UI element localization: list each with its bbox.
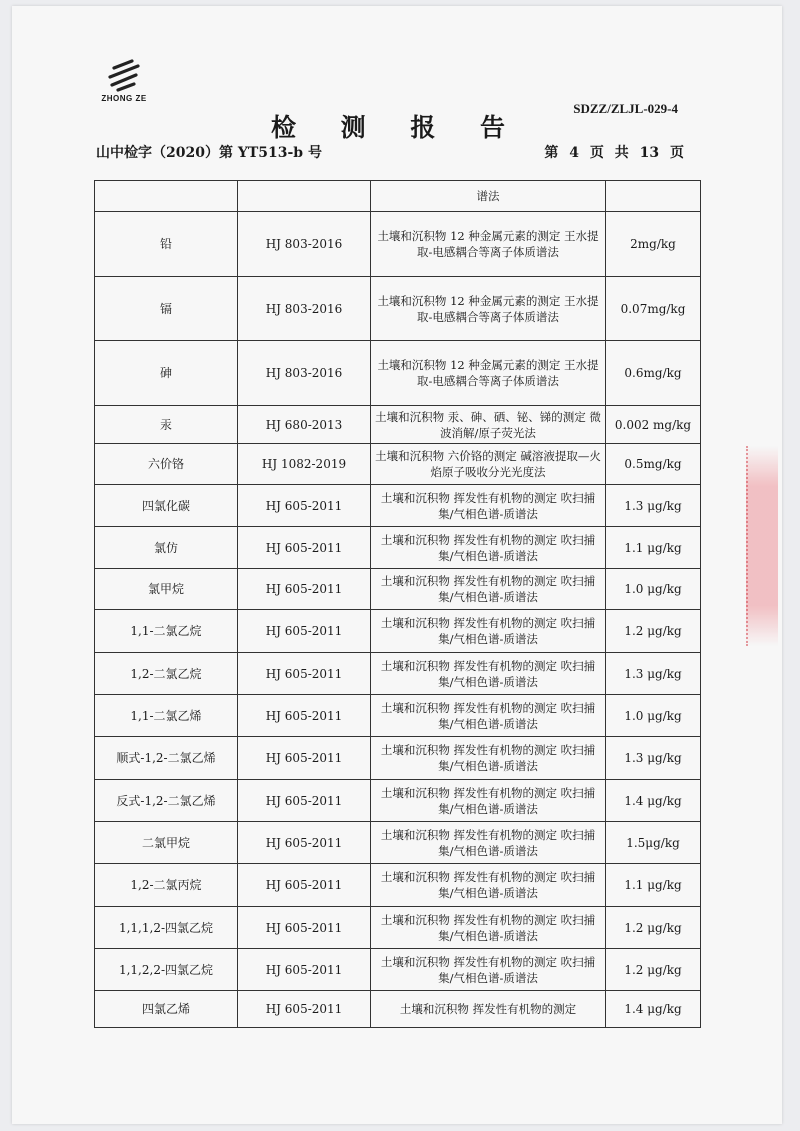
- report-title: 检 测 报 告: [270, 113, 524, 142]
- standard-cell: HJ 605-2011: [238, 864, 371, 907]
- method-cell: 土壤和沉积物 挥发性有机物的测定 吹扫捕集/气相色谱-质谱法: [371, 780, 606, 822]
- standard-cell: HJ 605-2011: [238, 695, 371, 737]
- detection-limit-cell: 0.002 mg/kg: [606, 406, 701, 444]
- item-cell: 反式-1,2-二氯乙烯: [95, 780, 238, 822]
- detection-limit-cell: 1.4 μg/kg: [606, 780, 701, 822]
- item-cell: 六价铬: [95, 444, 238, 485]
- standard-cell: HJ 605-2011: [238, 991, 371, 1028]
- detection-limit-cell: 1.0 μg/kg: [606, 695, 701, 737]
- method-cell: 土壤和沉积物 汞、砷、硒、铋、锑的测定 微波消解/原子荧光法: [371, 406, 606, 444]
- table-row: [95, 181, 701, 212]
- detection-limit-cell: 1.5μg/kg: [606, 822, 701, 864]
- method-cell: 土壤和沉积物 挥发性有机物的测定 吹扫捕集/气相色谱-质谱法: [371, 485, 606, 527]
- table-row: [95, 737, 701, 780]
- standard-cell: HJ 605-2011: [238, 949, 371, 991]
- logo-text: ZHONG ZE: [101, 94, 147, 103]
- method-cell: 土壤和沉积物 挥发性有机物的测定 吹扫捕集/气相色谱-质谱法: [371, 653, 606, 695]
- detection-limit-cell: 1.2 μg/kg: [606, 907, 701, 949]
- table-row: [95, 695, 701, 737]
- detection-limit-cell: 0.6mg/kg: [606, 341, 701, 406]
- detection-limit-cell: 1.4 μg/kg: [606, 991, 701, 1028]
- standard-cell: HJ 605-2011: [238, 485, 371, 527]
- item-cell: 四氯化碳: [95, 485, 238, 527]
- method-cell: 土壤和沉积物 挥发性有机物的测定 吹扫捕集/气相色谱-质谱法: [371, 864, 606, 907]
- item-cell: 汞: [95, 406, 238, 444]
- method-cell: 土壤和沉积物 12 种金属元素的测定 王水提取-电感耦合等离子体质谱法: [371, 341, 606, 406]
- method-cell: 土壤和沉积物 挥发性有机物的测定 吹扫捕集/气相色谱-质谱法: [371, 949, 606, 991]
- table-row: [95, 485, 701, 527]
- document-code: SDZZ/ZLJL-029-4: [573, 101, 678, 116]
- table-row: [95, 822, 701, 864]
- table-row: [95, 949, 701, 991]
- standard-cell: HJ 605-2011: [238, 653, 371, 695]
- standard-cell: HJ 605-2011: [238, 907, 371, 949]
- method-cell: 土壤和沉积物 挥发性有机物的测定 吹扫捕集/气相色谱-质谱法: [371, 527, 606, 569]
- standard-cell: HJ 605-2011: [238, 569, 371, 610]
- detection-limit-cell: 1.2 μg/kg: [606, 949, 701, 991]
- standard-cell: HJ 1082-2019: [238, 444, 371, 485]
- item-cell: 1,2-二氯丙烷: [95, 864, 238, 907]
- table-row: [95, 907, 701, 949]
- detection-limit-cell: 0.07mg/kg: [606, 277, 701, 341]
- detection-limit-cell: 1.1 μg/kg: [606, 527, 701, 569]
- red-seal-stamp: [746, 446, 778, 646]
- standard-cell: HJ 605-2011: [238, 780, 371, 822]
- standard-cell: HJ 680-2013: [238, 406, 371, 444]
- item-cell: 1,1,1,2-四氯乙烷: [95, 907, 238, 949]
- detection-limit-cell: 1.2 μg/kg: [606, 610, 701, 653]
- method-cell: 土壤和沉积物 挥发性有机物的测定 吹扫捕集/气相色谱-质谱法: [371, 822, 606, 864]
- table-row: [95, 527, 701, 569]
- method-cell: 土壤和沉积物 挥发性有机物的测定 吹扫捕集/气相色谱-质谱法: [371, 907, 606, 949]
- item-cell: 1,1,2,2-四氯乙烷: [95, 949, 238, 991]
- method-cell: 土壤和沉积物 挥发性有机物的测定 吹扫捕集/气相色谱-质谱法: [371, 737, 606, 780]
- item-cell: 氯仿: [95, 527, 238, 569]
- method-cell: 谱法: [371, 181, 606, 212]
- table-row: [95, 569, 701, 610]
- table-row: [95, 341, 701, 406]
- standard-cell: HJ 803-2016: [238, 277, 371, 341]
- method-cell: 土壤和沉积物 六价铬的测定 碱溶液提取—火焰原子吸收分光光度法: [371, 444, 606, 485]
- detection-limit-cell: 1.1 μg/kg: [606, 864, 701, 907]
- table-row: [95, 780, 701, 822]
- item-cell: 镉: [95, 277, 238, 341]
- method-cell: 土壤和沉积物 挥发性有机物的测定: [371, 991, 606, 1028]
- detection-limit-cell: 0.5mg/kg: [606, 444, 701, 485]
- standard-cell: HJ 605-2011: [238, 527, 371, 569]
- test-method-table: [94, 180, 701, 1028]
- standard-cell: HJ 605-2011: [238, 822, 371, 864]
- standard-cell: HJ 605-2011: [238, 610, 371, 653]
- report-number: 山中检字（2020）第 YT513-b 号: [96, 145, 322, 161]
- table-row: [95, 653, 701, 695]
- detection-limit-cell: 1.0 μg/kg: [606, 569, 701, 610]
- item-cell: 氯甲烷: [95, 569, 238, 610]
- table-row: [95, 406, 701, 444]
- standard-cell: HJ 803-2016: [238, 341, 371, 406]
- table-row: [95, 991, 701, 1028]
- item-cell: 铅: [95, 212, 238, 277]
- method-cell: 土壤和沉积物 挥发性有机物的测定 吹扫捕集/气相色谱-质谱法: [371, 569, 606, 610]
- item-cell: 1,2-二氯乙烷: [95, 653, 238, 695]
- method-cell: 土壤和沉积物 12 种金属元素的测定 王水提取-电感耦合等离子体质谱法: [371, 277, 606, 341]
- table-row: [95, 610, 701, 653]
- standard-cell: HJ 803-2016: [238, 212, 371, 277]
- item-cell: [95, 181, 238, 212]
- standard-cell: [238, 181, 371, 212]
- method-cell: 土壤和沉积物 挥发性有机物的测定 吹扫捕集/气相色谱-质谱法: [371, 695, 606, 737]
- report-page: [12, 6, 782, 1124]
- detection-limit-cell: 1.3 μg/kg: [606, 737, 701, 780]
- standard-cell: HJ 605-2011: [238, 737, 371, 780]
- item-cell: 1,1-二氯乙烯: [95, 695, 238, 737]
- item-cell: 顺式-1,2-二氯乙烯: [95, 737, 238, 780]
- table-row: [95, 212, 701, 277]
- detection-limit-cell: 1.3 μg/kg: [606, 653, 701, 695]
- detection-limit-cell: 2mg/kg: [606, 212, 701, 277]
- table-row: [95, 864, 701, 907]
- item-cell: 四氯乙烯: [95, 991, 238, 1028]
- page-number: 第 4 页 共 13 页: [544, 145, 684, 161]
- detection-limit-cell: [606, 181, 701, 212]
- table-row: [95, 277, 701, 341]
- method-cell: 土壤和沉积物 12 种金属元素的测定 王水提取-电感耦合等离子体质谱法: [371, 212, 606, 277]
- detection-limit-cell: 1.3 μg/kg: [606, 485, 701, 527]
- table-row: [95, 444, 701, 485]
- item-cell: 1,1-二氯乙烷: [95, 610, 238, 653]
- zhongze-logo-icon: [104, 58, 144, 92]
- method-cell: 土壤和沉积物 挥发性有机物的测定 吹扫捕集/气相色谱-质谱法: [371, 610, 606, 653]
- item-cell: 二氯甲烷: [95, 822, 238, 864]
- item-cell: 砷: [95, 341, 238, 406]
